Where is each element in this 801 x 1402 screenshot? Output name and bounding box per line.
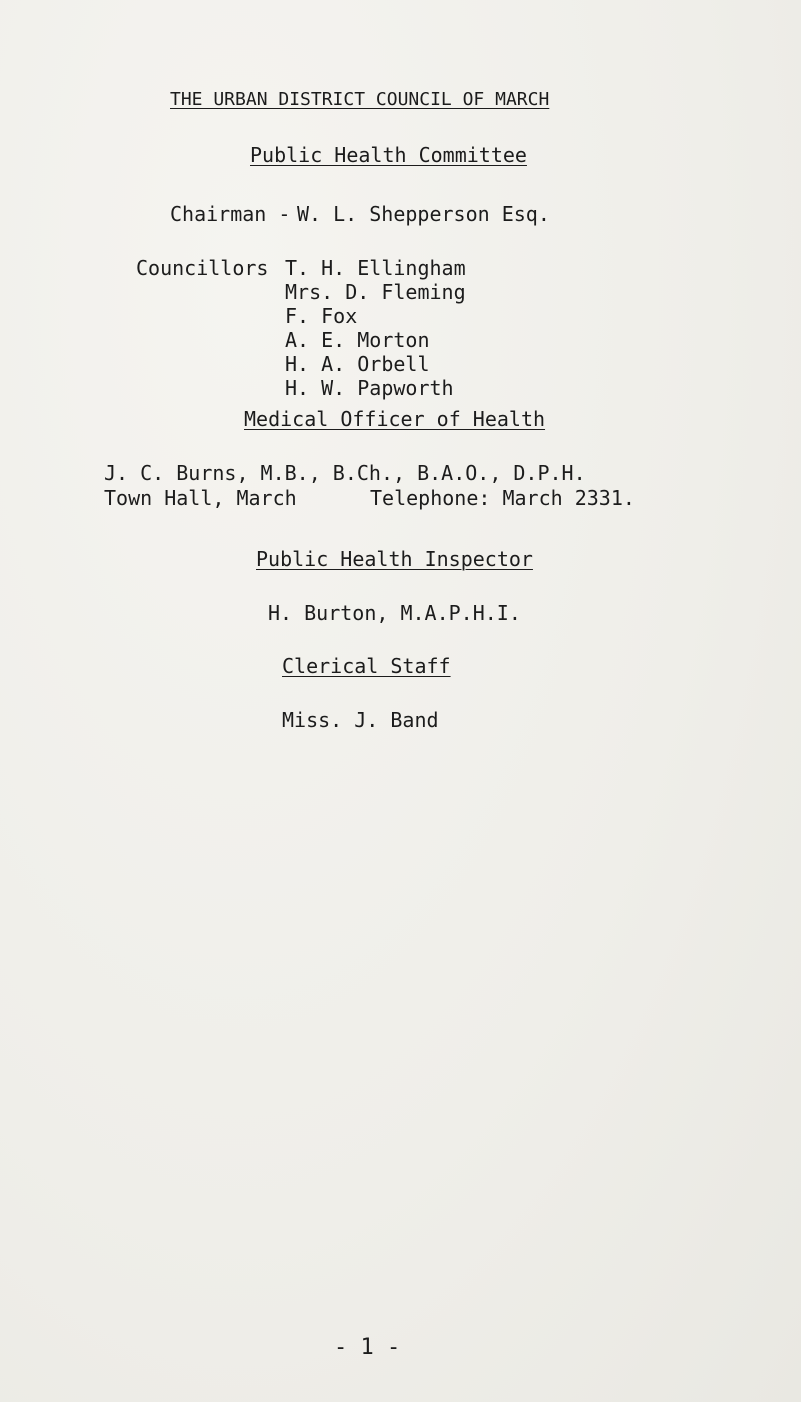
- page-number: - 1 -: [334, 1335, 401, 1360]
- councillor-name: H. A. Orbell: [285, 352, 430, 376]
- chairman-label: Chairman -: [170, 202, 291, 226]
- inspector-name: H. Burton, M.A.P.H.I.: [268, 601, 521, 625]
- councillor-name: H. W. Papworth: [285, 376, 454, 400]
- councillors-label: Councillors: [136, 256, 269, 280]
- inspector-heading: Public Health Inspector: [256, 547, 533, 571]
- council-title: THE URBAN DISTRICT COUNCIL OF MARCH: [170, 89, 550, 110]
- medical-officer-telephone: Telephone: March 2331.: [370, 486, 635, 510]
- councillor-name: A. E. Morton: [285, 328, 430, 352]
- councillor-list: [285, 256, 466, 400]
- medical-officer-address: Town Hall, March: [104, 486, 297, 510]
- clerical-heading: Clerical Staff: [282, 654, 451, 678]
- chairman-name: W. L. Shepperson Esq.: [297, 202, 550, 226]
- councillor-name: F. Fox: [285, 304, 358, 328]
- clerical-name: Miss. J. Band: [282, 708, 439, 732]
- councillor-name: T. H. Ellingham: [285, 256, 466, 280]
- committee-title: Public Health Committee: [250, 143, 527, 167]
- councillor-name: Mrs. D. Fleming: [285, 280, 466, 304]
- medical-officer-heading: Medical Officer of Health: [244, 407, 546, 431]
- medical-officer-name: J. C. Burns, M.B., B.Ch., B.A.O., D.P.H.: [104, 461, 586, 485]
